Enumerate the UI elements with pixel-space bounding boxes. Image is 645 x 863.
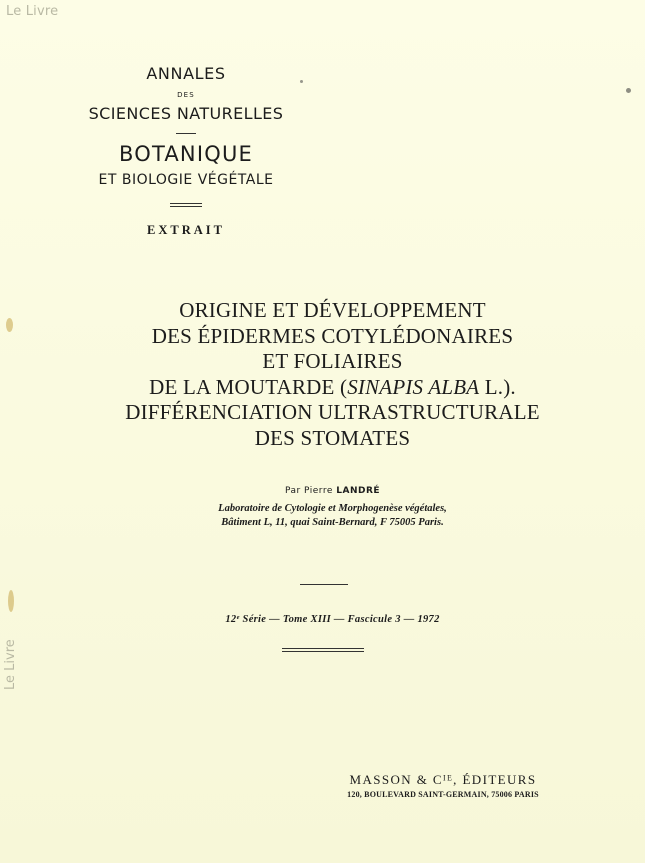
extract-label: EXTRAIT <box>147 223 225 237</box>
journal-line-annales: ANNALES <box>146 64 226 83</box>
double-rule-top <box>170 203 202 204</box>
title-line: ET FOLIAIRES <box>262 349 403 373</box>
journal-subsection: ET BIOLOGIE VÉGÉTALE <box>98 172 274 188</box>
stain-mark <box>626 88 631 93</box>
double-rule-top <box>282 648 364 649</box>
double-rule-bottom <box>170 206 202 207</box>
journal-line-des: DES <box>177 91 195 99</box>
title-line: ORIGINE ET DÉVELOPPEMENT <box>179 298 486 322</box>
title-line: DES ÉPIDERMES COTYLÉDONAIRES <box>151 323 514 348</box>
lab-affiliation-line2: Bâtiment L, 11, quai Saint-Bernard, F 75005 Paris. <box>221 517 444 528</box>
publisher-name: MASSON & Cᴵᴱ, ÉDITEURS <box>349 772 537 787</box>
stain-mark <box>8 590 14 612</box>
title-line: DIFFÉRENCIATION ULTRASTRUCTURALE <box>125 400 540 424</box>
title-line-part: L.). <box>479 374 516 399</box>
journal-section: BOTANIQUE <box>118 142 253 166</box>
article-title <box>60 298 605 451</box>
watermark: Le Livre <box>6 4 59 19</box>
author-prefix: Par Pierre <box>284 486 333 496</box>
double-rule-bottom <box>282 651 364 652</box>
watermark-side: Le Livre <box>3 639 18 690</box>
title-line <box>60 375 605 401</box>
stain-mark <box>6 318 13 332</box>
divider-rule <box>176 133 196 134</box>
lab-affiliation-line1: Laboratoire de Cytologie et Morphogenèse végétales, <box>218 503 447 514</box>
journal-line-sciences: SCIENCES NATURELLES <box>88 104 284 123</box>
title-line: DES STOMATES <box>254 425 411 450</box>
species-name: SINAPIS ALBA <box>347 374 480 399</box>
divider-rule <box>300 584 348 585</box>
author-name: LANDRÉ <box>336 486 381 496</box>
author-line <box>60 486 605 496</box>
issue-info: 12ᵉ Série — Tome XIII — Fascicule 3 — 1972 <box>225 614 440 625</box>
title-line-part: DE LA MOUTARDE ( <box>149 374 348 399</box>
stain-mark <box>300 80 303 83</box>
publisher-address: 120, BOULEVARD SAINT-GERMAIN, 75006 PARIS <box>347 790 539 799</box>
